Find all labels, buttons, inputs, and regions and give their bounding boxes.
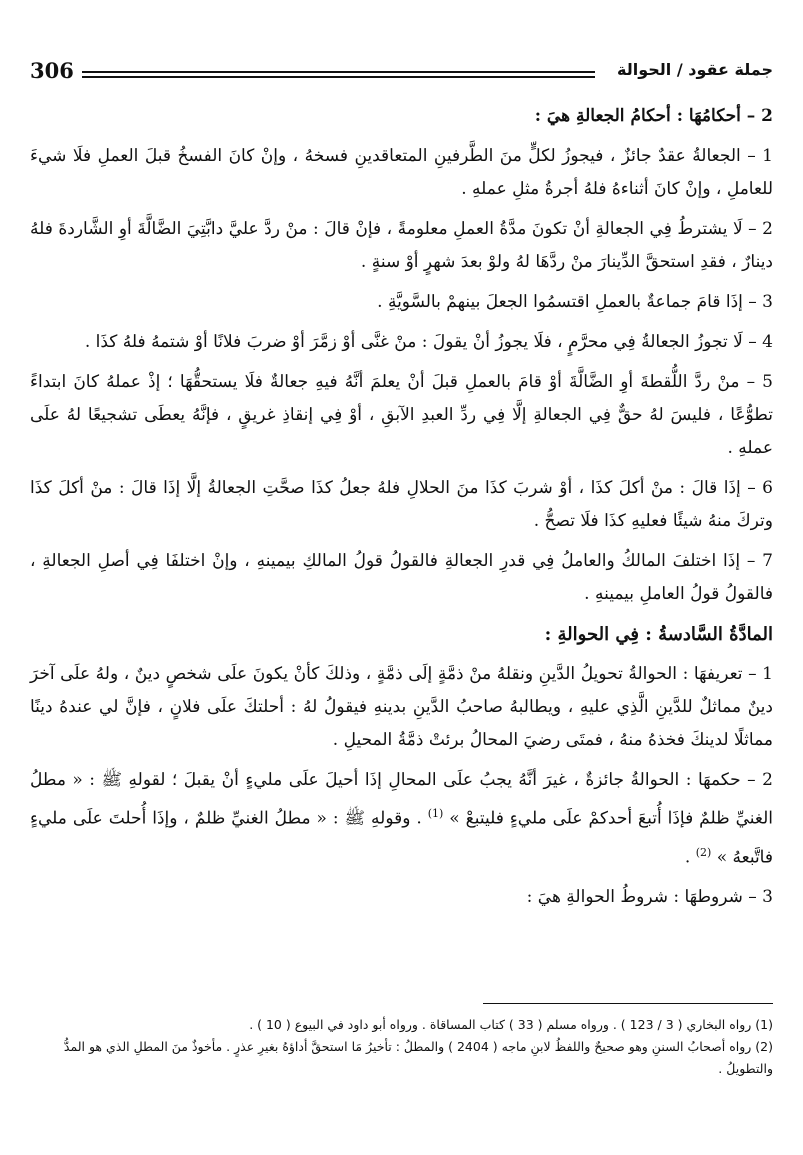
ruling-1: 1 – الجعالةُ عقدٌ جائزٌ ، فيجوزُ لكلٍّ منَ الطَّرفينِ المتعاقدينِ فسخهُ ، وإنْ كانَ الفسخُ قبلَ العملِ فلَا شيءَ للعاملِ ، وإنْ كانَ أثناءهُ فلهُ أجرةُ مثلِ عملهِ . xyxy=(30,146,773,199)
ruling-3: 3 – إذَا قامَ جماعةٌ بالعملِ اقتسمُوا الجعلَ بينهمْ بالسَّويَّةِ . xyxy=(377,292,773,312)
footnotes xyxy=(30,1014,773,1080)
ruling-4: 4 – لَا تجوزُ الجعالةُ فِي محرَّمٍ ، فلَا يجوزُ أنْ يقولَ : منْ غنَّى أوْ زمَّرَ أوْ ضربَ فلانًا أوْ شتمهُ فلهُ كذَا . xyxy=(84,332,773,352)
footnote-2: (2) رواه أصحابُ السننِ وهو صحيحٌ واللفظُ لابنِ ماجه ( 2404 ) والمطلُ : تأخيرُ مَا استحقَّ أداؤهُ بغيرِ عذرٍ . مأخوذٌ منَ المطلِ الذي هو المدُّ والتطويلُ . xyxy=(63,1039,773,1076)
hawala-definition: 1 – تعريفهَا : الحوالةُ تحويلُ الدَّينِ ونقلهُ منْ ذمَّةٍ إلَى ذمَّةٍ ، وذلكَ كأنْ يكونَ علَى شخصٍ دينٌ ، ولهُ علَى آخرَ دينٌ مماثلٌ للدَّينِ الَّذِي عليهِ ، ويطالبهُ صاحبُ الدَّينِ بدينهِ فيقولُ لهُ : أحلتكَ علَى فلانٍ ، فإنَّ لي عندهُ دينًا مماثلًا لدينكَ فخذهُ منهُ ، فمتَى رضيَ المحالُ برئتْ ذمَّةُ المحيلِ . xyxy=(30,664,773,750)
hawala-ruling-text-b: . وقولهِ ﷺ : « مطلُ الغنيِّ ظلمٌ ، وإذَا أُحلتَ علَى مليءٍ فاتَّبعهُ » xyxy=(30,808,773,868)
ruling-6: 6 – إذَا قالَ : منْ أكلَ كذَا ، أوْ شربَ كذَا منَ الحلالِ فلهُ جعلُ كذَا صحَّتِ الجعالةُ إلَّا إذَا قالَ : منْ أكلَ كذَا وتركَ منهُ شيئًا فعليهِ كذَا فلَا تصحُّ . xyxy=(30,478,773,531)
ruling-7: 7 – إذَا اختلفَ المالكُ والعاملُ فِي قدرِ الجعالةِ فالقولُ قولُ المالكِ بيمينهِ ، وإنْ اختلفَا فِي أصلِ الجعالةِ ، فالقولُ قولُ العاملِ بيمينهِ . xyxy=(30,551,773,604)
main-text xyxy=(30,100,773,1155)
hawala-conditions-heading: 3 – شروطهَا : شروطُ الحوالةِ هيَ : xyxy=(526,887,773,908)
footnote-ref-2: (2) xyxy=(695,845,712,859)
running-title: جملة عقود / الحوالة xyxy=(617,60,773,79)
ruling-5: 5 – منْ ردَّ اللُّقطةَ أوِ الضَّالَّةَ أوْ قامَ بالعملِ قبلَ أنْ يعلمَ أنَّهُ فيهِ جعالةٌ فلَا يستحقُّهَا ؛ إذْ عملهُ كانَ ابتداءً تطوُّعًا ، فليسَ لهُ حقٌّ فِي الجعالةِ إلَّا فِي ردِّ العبدِ الآبقِ ، أوْ فِي إنقاذِ غريقٍ ، فإنَّهُ يعطَى تشجيعًا لهُ علَى عملهِ . xyxy=(30,372,773,458)
article-title: المادَّةُ السَّادسةُ : فِي الحوالةِ : xyxy=(544,624,773,645)
rulings-heading: 2 – أحكامُهَا : أحكامُ الجعالةِ هيَ : xyxy=(534,106,773,126)
hawala-ruling-end: . xyxy=(684,847,696,868)
header-double-rule xyxy=(82,71,595,81)
hawala-ruling-text-a: 2 – حكمهَا : الحوالةُ جائزةٌ ، غيرَ أنَّهُ يجبُ علَى المحالِ إذَا أحيلَ علَى مليءٍ أنْ يقبلَ ؛ لقولهِ ﷺ : « مطلُ الغنيِّ ظلمٌ فإذَا أُتبعَ أحدكمْ علَى مليءٍ فليتبعْ » xyxy=(30,770,773,829)
hawala-ruling xyxy=(30,764,773,874)
footnote-divider xyxy=(483,1003,773,1004)
ruling-2: 2 – لَا يشترطُ فِي الجعالةِ أنْ تكونَ مدَّةُ العملِ معلومةً ، فإنْ قالَ : منْ ردَّ عليَّ دابَّتِيَ الضَّالَّةَ أوِ الشَّاردةَ فلهُ دينارٌ ، فقدِ استحقَّ الدِّينارَ منْ ردَّهَا لهُ ولوْ بعدَ شهرٍ أوْ سنةٍ . xyxy=(30,219,773,272)
page-header xyxy=(30,58,773,88)
footnote-1: (1) رواه البخاري ( 3 / 123 ) . ورواه مسلم ( 33 ) كتاب المساقاة . ورواه أبو داود في البيوع ( 10 ) . xyxy=(249,1017,773,1032)
footnote-ref-1: (1) xyxy=(427,807,444,820)
page-number: 306 xyxy=(30,58,74,83)
